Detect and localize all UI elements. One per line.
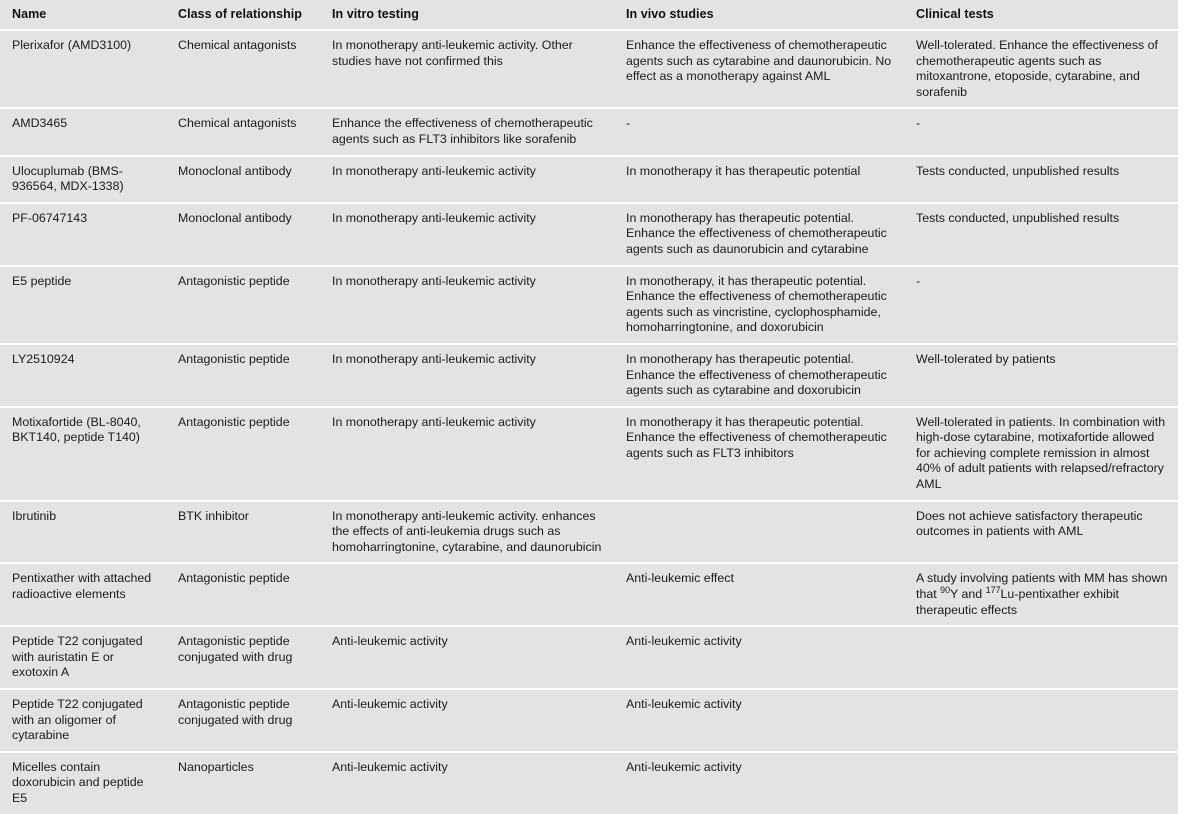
- cell-name: LY2510924: [0, 344, 166, 407]
- cell-class: Antagonistic peptide conjugated with drug: [166, 626, 320, 689]
- table-row: [0, 156, 1178, 203]
- cell-invivo: In monotherapy it has therapeutic potential. Enhance the effectiveness of chemotherapeutic agents such as FLT3 inhibitors: [614, 407, 904, 501]
- cell-name: Micelles contain doxorubicin and peptide E5: [0, 752, 166, 814]
- cell-invivo: Anti-leukemic effect: [614, 563, 904, 626]
- cell-class: Antagonistic peptide: [166, 344, 320, 407]
- column-header-in-vitro: In vitro testing: [320, 0, 614, 30]
- cell-invivo: Anti-leukemic activity: [614, 689, 904, 752]
- cell-invivo: [614, 501, 904, 564]
- cell-clinical: [904, 689, 1178, 752]
- cell-invivo: In monotherapy has therapeutic potential. Enhance the effectiveness of chemotherapeutic agents such as cytarabine and doxorubicin: [614, 344, 904, 407]
- cell-invivo: Anti-leukemic activity: [614, 626, 904, 689]
- cell-name: Plerixafor (AMD3100): [0, 30, 166, 108]
- cell-invitro: In monotherapy anti-leukemic activity: [320, 156, 614, 203]
- cell-name: Pentixather with attached radioactive elements: [0, 563, 166, 626]
- table-row: [0, 266, 1178, 344]
- cell-invitro: Anti-leukemic activity: [320, 752, 614, 814]
- cell-clinical: -: [904, 108, 1178, 155]
- cell-name: Peptide T22 conjugated with an oligomer of cytarabine: [0, 689, 166, 752]
- table-row: [0, 344, 1178, 407]
- cell-invitro: In monotherapy anti-leukemic activity: [320, 203, 614, 266]
- cell-invitro: In monotherapy anti-leukemic activity. enhances the effects of anti-leukemia drugs such as homoharringtonine, cytarabine, and daunorubicin: [320, 501, 614, 564]
- cell-class: Antagonistic peptide conjugated with drug: [166, 689, 320, 752]
- cell-invitro: Anti-leukemic activity: [320, 626, 614, 689]
- cell-name: E5 peptide: [0, 266, 166, 344]
- cell-name: Peptide T22 conjugated with auristatin E or exotoxin A: [0, 626, 166, 689]
- cell-class: Monoclonal antibody: [166, 203, 320, 266]
- table-row: [0, 30, 1178, 108]
- cell-invitro: In monotherapy anti-leukemic activity: [320, 344, 614, 407]
- cell-invitro: In monotherapy anti-leukemic activity. Other studies have not confirmed this: [320, 30, 614, 108]
- cell-invivo: Anti-leukemic activity: [614, 752, 904, 814]
- cell-clinical: Well-tolerated. Enhance the effectiveness of chemotherapeutic agents such as mitoxantrone, etoposide, cytarabine, and sorafenib: [904, 30, 1178, 108]
- cell-clinical: Well-tolerated in patients. In combination with high-dose cytarabine, motixafortide allowed for achieving complete remission in almost 40% of adult patients with relapsed/refractory AML: [904, 407, 1178, 501]
- cell-class: Monoclonal antibody: [166, 156, 320, 203]
- table-row: [0, 626, 1178, 689]
- table-row: [0, 108, 1178, 155]
- cell-class: Chemical antagonists: [166, 30, 320, 108]
- table-header: [0, 0, 1178, 30]
- cell-name: Motixafortide (BL-8040, BKT140, peptide T140): [0, 407, 166, 501]
- cell-invivo: Enhance the effectiveness of chemotherapeutic agents such as cytarabine and daunorubicin. No effect as a monotherapy against AML: [614, 30, 904, 108]
- column-header-class: Class of relationship: [166, 0, 320, 30]
- table-header-row: [0, 0, 1178, 30]
- cell-invivo: -: [614, 108, 904, 155]
- table-row: [0, 689, 1178, 752]
- cell-class: BTK inhibitor: [166, 501, 320, 564]
- cell-invivo: In monotherapy it has therapeutic potential: [614, 156, 904, 203]
- cell-clinical: A study involving patients with MM has shown that $^{90}$Y and $^{177}$Lu-pentixather exhibit therapeutic effects: [904, 563, 1178, 626]
- cell-invitro: In monotherapy anti-leukemic activity: [320, 407, 614, 501]
- table-row: [0, 203, 1178, 266]
- cell-invitro: In monotherapy anti-leukemic activity: [320, 266, 614, 344]
- cell-name: PF-06747143: [0, 203, 166, 266]
- cell-class: Antagonistic peptide: [166, 563, 320, 626]
- cell-class: Antagonistic peptide: [166, 266, 320, 344]
- cell-invivo: In monotherapy, it has therapeutic potential. Enhance the effectiveness of chemotherapeutic agents such as vincristine, cyclophosphamide, homoharringtonine, and doxorubicin: [614, 266, 904, 344]
- cell-invitro: [320, 563, 614, 626]
- cell-name: AMD3465: [0, 108, 166, 155]
- column-header-clinical: Clinical tests: [904, 0, 1178, 30]
- cell-clinical: Well-tolerated by patients: [904, 344, 1178, 407]
- cell-name: Ibrutinib: [0, 501, 166, 564]
- cell-clinical: [904, 752, 1178, 814]
- column-header-in-vivo: In vivo studies: [614, 0, 904, 30]
- cell-clinical: [904, 626, 1178, 689]
- cell-clinical: Tests conducted, unpublished results: [904, 156, 1178, 203]
- cell-clinical: Does not achieve satisfactory therapeutic outcomes in patients with AML: [904, 501, 1178, 564]
- table-body: [0, 30, 1178, 814]
- table-row: [0, 407, 1178, 501]
- cell-invitro: Anti-leukemic activity: [320, 689, 614, 752]
- table-row: [0, 501, 1178, 564]
- cell-name: Ulocuplumab (BMS-936564, MDX-1338): [0, 156, 166, 203]
- cell-class: Antagonistic peptide: [166, 407, 320, 501]
- cell-invivo: In monotherapy has therapeutic potential. Enhance the effectiveness of chemotherapeutic agents such as daunorubicin and cytarabine: [614, 203, 904, 266]
- table-row: [0, 563, 1178, 626]
- cell-class: Nanoparticles: [166, 752, 320, 814]
- cell-clinical: -: [904, 266, 1178, 344]
- cell-clinical: Tests conducted, unpublished results: [904, 203, 1178, 266]
- column-header-name: Name: [0, 0, 166, 30]
- cell-invitro: Enhance the effectiveness of chemotherapeutic agents such as FLT3 inhibitors like sorafenib: [320, 108, 614, 155]
- cell-class: Chemical antagonists: [166, 108, 320, 155]
- table-row: [0, 752, 1178, 814]
